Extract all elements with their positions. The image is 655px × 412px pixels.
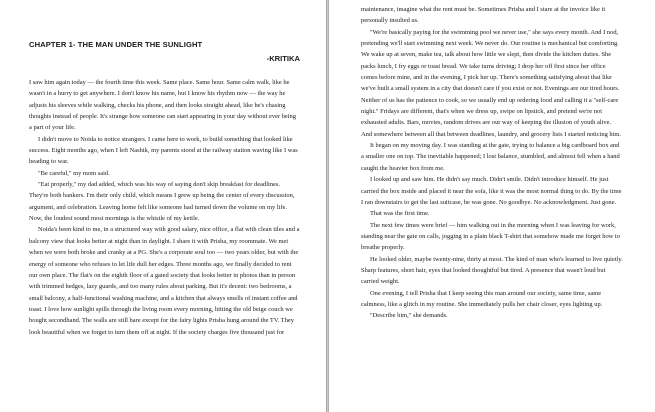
paragraph: I saw him again today — the fourth time this week. Same place. Same hour. Same calm walk, like he wasn't in a hurry to get anywhere. I don't know his name, but I know his rhythm now — the way he adjusts his sleeves while walking, checks his phone, and then looks straight ahead, like he's chasing thoughts instead of people. It's strange how someone can start appearing in your day without ever being a part of your life. [29, 79, 296, 132]
paragraph: I didn't move to Noida to notice strangers. I came here to work, to build something that looked like success. Eight months ago, when I left Nashik, my parents stood at the railway station waving like I was heading to war. [29, 135, 298, 166]
paragraph: "Describe him," she demands. [370, 312, 448, 320]
paragraph: Noida's been kind to me, in a structured way with good salary, nice office, a flat with clean tiles and a balcony view that looks better at night than in daylight. I share it with Prisha, my roommate. We met when we were both broke and cranky at a PG. She's a corporate soul too — two years older, but with the energy of someone who refuses to let life dull her edges. Three months ago, we finally decided to rent our own place. The flat's on the eighth floor of a gated society that looks better in photos than in person with trimmed hedges, lazy guards, and too many rules about parking. But it's decent: two bedrooms, a small balcony, a half-functional washing machine, and a kitchen that always smells of instant coffee and toast. I love how sunlight spills through the living room every morning, hitting the old beige couch we bought secondhand. The walls are still bare except for the fairy lights Prisha hung around the TV. They look beautiful when we forget to turn them off at night. If the society charges five thousand just for [29, 226, 300, 336]
paragraph: It began on my moving day. I was standing at the gate, trying to balance a big cardboard box and a smaller one on top. The inevitable happened; I lost balance, stumbled, and almost fell when a hand caught the heavier box from me. [361, 142, 620, 172]
right-page-body [361, 4, 623, 322]
paragraph: "Eat properly," my dad added, which was his way of saying don't skip breakfast for deadlines. They're both bankers. I'm their only child, which means I grew up being the center of every discussion, argument, and celebration. Leaving home felt like someone had turned down the volume on my life. Now, the loudest sound most mornings is the whistle of my kettle. [29, 181, 295, 223]
paragraph: One evening, I tell Prisha that I keep seeing this man around our society, same time, same calmness, like a glitch in my routine. She immediately pulls her chair closer, eyes lighting up. [361, 289, 603, 308]
left-page[interactable] [0, 0, 326, 412]
right-page[interactable] [329, 0, 655, 412]
paragraph: That was the first time. [370, 210, 430, 218]
paragraph: "We're basically paying for the swimming pool we never use," she says every month. And I nod, pretending we'll start swimming next week. We never do. Our routine is mechanical but comforting. We wake up at seven, make tea, talk about how little we slept, then divide the kitchen duties. She packs lunch, I fry eggs or toast bread. We take turns driving; I drop her off first since her office comes before mine, and in the evening, I pick her up. There's something satisfying about that like we've built a small system in a city that doesn't care if you exist or not. Evenings are our tired hours. Neither of us has the patience to cook, so we usually end up ordering food and calling it a "self-care night." Fridays are different, that's when we dress up, swipe on lipstick, and pretend we're not exhausted adults. Bars, movies, random drives are our way of keeping the illusion of youth alive. And somewhere between all that between deadlines, laundry, and grocery lists I started noticing him. [361, 28, 622, 138]
paragraph: He looked older, maybe twenty-nine, thirty at most. The kind of man who's learned to live quietly. Sharp features, short hair, eyes that looked thoughtful but tired. A presence that wasn't loud but carried weight. [361, 255, 623, 286]
paragraph: I looked up and saw him. He didn't say much. Didn't smile. Didn't introduce himself. He just carried the box inside and placed it near the sofa, like it was the most normal thing to do. By the time I ran downstairs to get the last suitcase, he was gone. No goodbye. No acknowledgment. Just gone. [361, 176, 622, 206]
paragraph: "Be careful," my mom said. [38, 169, 110, 177]
chapter-title: CHAPTER 1- THE MAN UNDER THE SUNLIGHT [29, 40, 203, 49]
paragraph: maintenance, imagine what the rent must be. Sometimes Prisha and I stare at the invoice like it personally insulted us. [361, 6, 606, 25]
left-page-body [29, 77, 300, 338]
author-name: -KRITIKA [266, 54, 300, 63]
paragraph: The next few times were brief — him walking out in the morning when I was leaving for work, standing near the gate on calls, jogging in a plain black T-shirt that somehow made me forget how to breathe properly. [361, 221, 620, 252]
